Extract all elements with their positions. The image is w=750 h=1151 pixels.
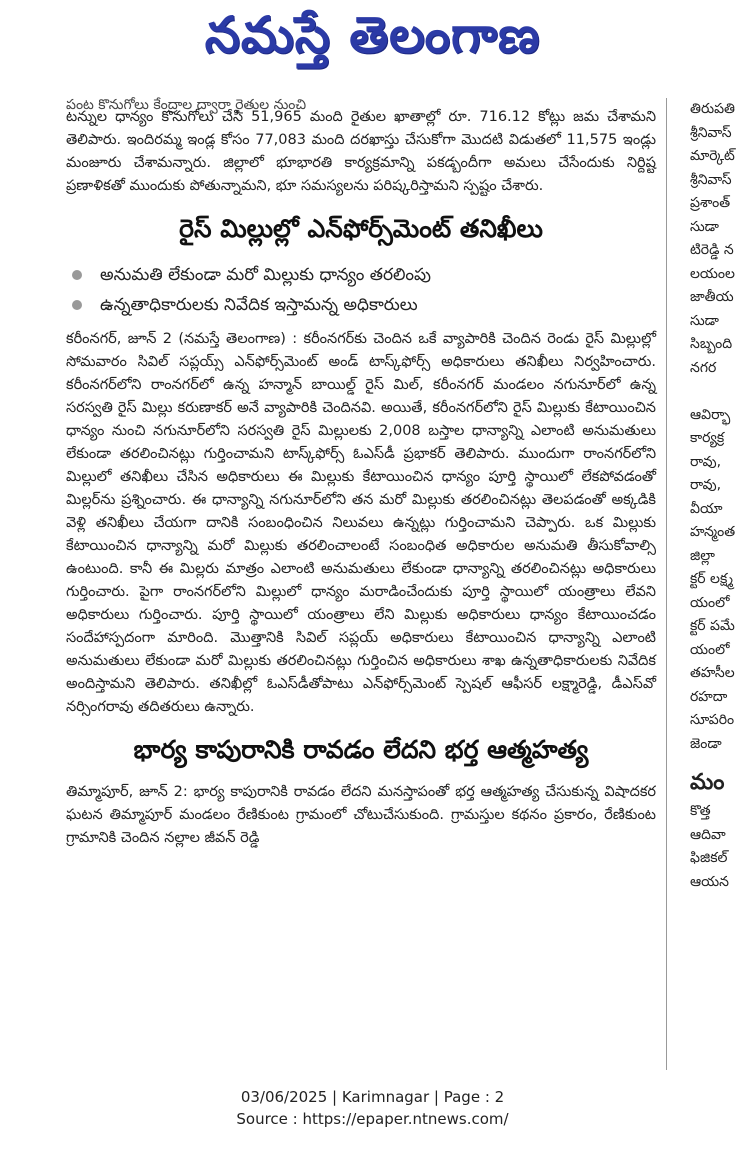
side-column-line: ఆదివా: [690, 826, 726, 843]
article-body-rice-mills: కరీంనగర్, జూన్ 2 (నమస్తే తెలంగాణ) : కరీంనగర్‌కు చెందిన ఒకే వ్యాపారికి చెందిన రెండు రైస్ మిల్లుల్లో సోమవారం సివిల్ సప్లయ్స్ ఎన్‌ఫోర్స్‌మెంట్ అండ్ టాస్క్‌ఫోర్స్ అధికారులు తనిఖీలు నిర్వహించారు. కరీంనగర్‌లోని రాంనగర్‌లో ఉన్న హన్మాన్ బాయిల్డ్ రైస్ మిల్, కరీంనగర్ మండలం నగునూర్‌లో ఉన్న సరస్వతి రైస్ మిల్లు కరుణాకర్ అనే వ్యాపారికి చెందినవి. అయితే, కరీంనగర్‌లోని రైస్ మిల్లుకు కేటాయించిన ధాన్యం నుంచి నగునూర్‌లోని సరస్వతి రైస్ మిల్లులకు 2,008 బస్తాల ధాన్యాన్ని ఎలాంటి అనుమతులు లేకుండా తరలించినట్లు గుర్తించామని టాస్క్‌ఫోర్స్ ఓఎస్‌డీ ప్రభాకర్ తెలిపారు. ముందుగా రాంనగర్‌లోని మిల్లులో తనిఖీలు చేసిన అధికారులు ఈ మిల్లుకు కేటాయించిన ధాన్యం పూర్తి స్థాయిలో లేకపోవడంతో మిల్లర్‌ను ప్రశ్నించారు. ఈ ధాన్యాన్ని నగునూర్‌లోని తన మరో మిల్లుకు తరలించినట్లు తెలపడంతో అక్కడికి వెళ్లి తనిఖీలు చేయగా దానికి సంబంధించిన నిలువలు ఉన్నట్లు గుర్తించామని చెప్పారు. ఒక మిల్లుకు కేటాయించిన ధాన్యాన్ని మరో మిల్లుకు తరలించాలంటే సంబంధిత అధికారుల అనుమతి తీసుకోవాల్సి ఉంటుంది. కానీ ఈ మిల్లరు మాత్రం ఎలాంటి అనుమతులు లేకుండా ధాన్యాన్ని తరలించినట్లు అధికారులు గుర్తించారు. పైగా రాంనగర్‌లోని మిల్లులో ధాన్యం మరాడించేందుకు పూర్తి స్థాయిలో యంత్రాలు లేవని అధికారులు గుర్తించారు. పూర్తి స్థాయిలో యంత్రాలు లేని మిల్లుకు అధికారులు ధాన్యం కేటాయించడం సందేహాస్పదంగా మారింది. మొత్తానికి సివిల్ సప్లయ్ అధికారులు కేటాయించిన ధాన్యాన్ని ఎలాంటి అనుమతులు లేకుండా మరో మిల్లుకు తరలించినట్లు గుర్తించిన అధికారులు శాఖ ఉన్నతాధికారులకు నివేదిక అందిస్తామని తెలిపారు. తనిఖీల్లో ఓఎస్‌డీతోపాటు ఎన్‌ఫోర్స్‌మెంట్ స్పెషల్ ఆఫీసర్ లక్ష్మారెడ్డి, డీఎస్‌వో నర్సింగరావు తదితరులు ఉన్నారు.: [66, 331, 656, 715]
side-column-line: జిల్లా: [690, 547, 715, 564]
side-column-line: లయంల: [690, 265, 735, 282]
side-column-line: కొత్త: [690, 803, 711, 819]
footer: [0, 1086, 745, 1130]
side-column-line: తహసీల: [690, 665, 735, 681]
side-column-line: జాతీయ: [690, 289, 734, 305]
lead-story-cut-line: పంట కొనుగోలు కేంద్రాల ద్వారా రైతుల నుంచి: [66, 97, 307, 113]
newspaper-logo: నమస్తే తెలంగాణ: [204, 6, 541, 64]
side-column-line: యంలో: [690, 641, 730, 658]
side-column-line: తిరుపతి: [690, 101, 735, 117]
side-column-line: క్టర్ లక్ష్మ: [690, 571, 734, 587]
source-link[interactable]: Source : https://epaper.ntnews.com/: [236, 1110, 509, 1128]
side-column-line: శ్రీనివాస్: [690, 171, 732, 188]
side-column-line: నగర: [690, 359, 717, 376]
article-headline-suicide: భార్య కాపురానికి రావడం లేదని భర్త ఆత్మహత్య: [133, 735, 589, 764]
side-column-line: హన్మంత: [690, 524, 736, 540]
side-column-line: మార్కెట్: [690, 148, 735, 164]
side-column-headline: మం: [690, 770, 725, 795]
side-column-line: సూపరిం: [690, 712, 735, 728]
article-headline-rice-mills: రైస్ మిల్లుల్లో ఎన్‌ఫోర్స్‌మెంట్ తనిఖీలు: [179, 214, 543, 243]
masthead: [0, 0, 745, 95]
subhead-text: ఉన్నతాధికారులకు నివేదిక ఇస్తామన్న అధికారులు: [100, 295, 418, 315]
side-column-line: సుడా: [690, 312, 719, 329]
column-divider: [666, 98, 667, 1070]
side-column-line: సుడా: [690, 218, 719, 235]
side-column-line: కార్యక్ర: [690, 430, 725, 446]
subhead-bullet: [72, 260, 656, 290]
side-column-text: [690, 98, 750, 756]
side-column-line: వీయా: [690, 500, 723, 517]
side-column: [690, 98, 750, 894]
side-column-line: [690, 380, 750, 404]
side-column-line: శ్రీనివాస్: [690, 124, 732, 141]
main-column: [66, 98, 656, 850]
side-column-line: టిరెడ్డి న: [690, 242, 734, 258]
bullet-icon: [72, 300, 82, 310]
bullet-icon: [72, 270, 82, 280]
side-column-line: ఆయన: [690, 873, 730, 890]
newspaper-clipping: [66, 97, 736, 1070]
side-column-line: ఆవిర్భా: [690, 406, 731, 423]
side-column-line: రహదా: [690, 688, 728, 705]
side-column-line: ప్రశాంత్: [690, 195, 731, 211]
side-column-line: జెండా: [690, 735, 722, 752]
subhead-bullet: [72, 290, 656, 320]
subhead-text: అనుమతి లేకుండా మరో మిల్లుకు ధాన్యం తరలింపు: [100, 265, 431, 285]
lead-story-paragraph: టన్నుల ధాన్యం కొనుగోలు చేసి 51,965 మంది రైతుల ఖాతాల్లో రూ. 716.12 కోట్లు జమ చేశామని తెలిపారు. ఇందిరమ్మ ఇండ్ల కోసం 77,083 మంది దరఖాస్తు చేసుకోగా మొదటి విడుతలో 11,575 ఇండ్లు మంజూరు చేశామన్నారు. జిల్లాలో భూభారతి కార్యక్రమాన్ని పకడ్బందీగా అమలు చేసేందుకు నిర్దిష్ట ప్రణాళికతో ముందుకు పోతున్నామని, భూ సమస్యలను పరిష్కరిస్తామని స్పష్టం చేశారు.: [66, 109, 656, 194]
edition-info: 03/06/2025 | Karimnagar | Page : 2: [240, 1088, 505, 1106]
side-column-line: సిబ్బంది: [690, 336, 733, 352]
side-column-text-lower: [690, 800, 750, 894]
side-column-line: యంలో: [690, 594, 730, 611]
side-column-line: రావు,: [690, 453, 722, 470]
side-column-line: రావు,: [690, 477, 722, 493]
side-column-line: క్టర్ పమే: [690, 618, 735, 634]
article-body-suicide: తిమ్మాపూర్, జూన్ 2: భార్య కాపురానికి రావడం లేదని మనస్తాపంతో భర్త ఆత్మహత్య చేసుకున్న విషాదకర ఘటన తిమ్మాపూర్ మండలం రేణికుంట గ్రామంలో చోటుచేసుకుంది. గ్రామస్తుల కథనం ప్రకారం, రేణికుంట గ్రామానికి చెందిన నల్లాల జీవన్ రెడ్డి: [66, 784, 656, 846]
side-column-line: ఫిజికల్: [690, 850, 728, 866]
